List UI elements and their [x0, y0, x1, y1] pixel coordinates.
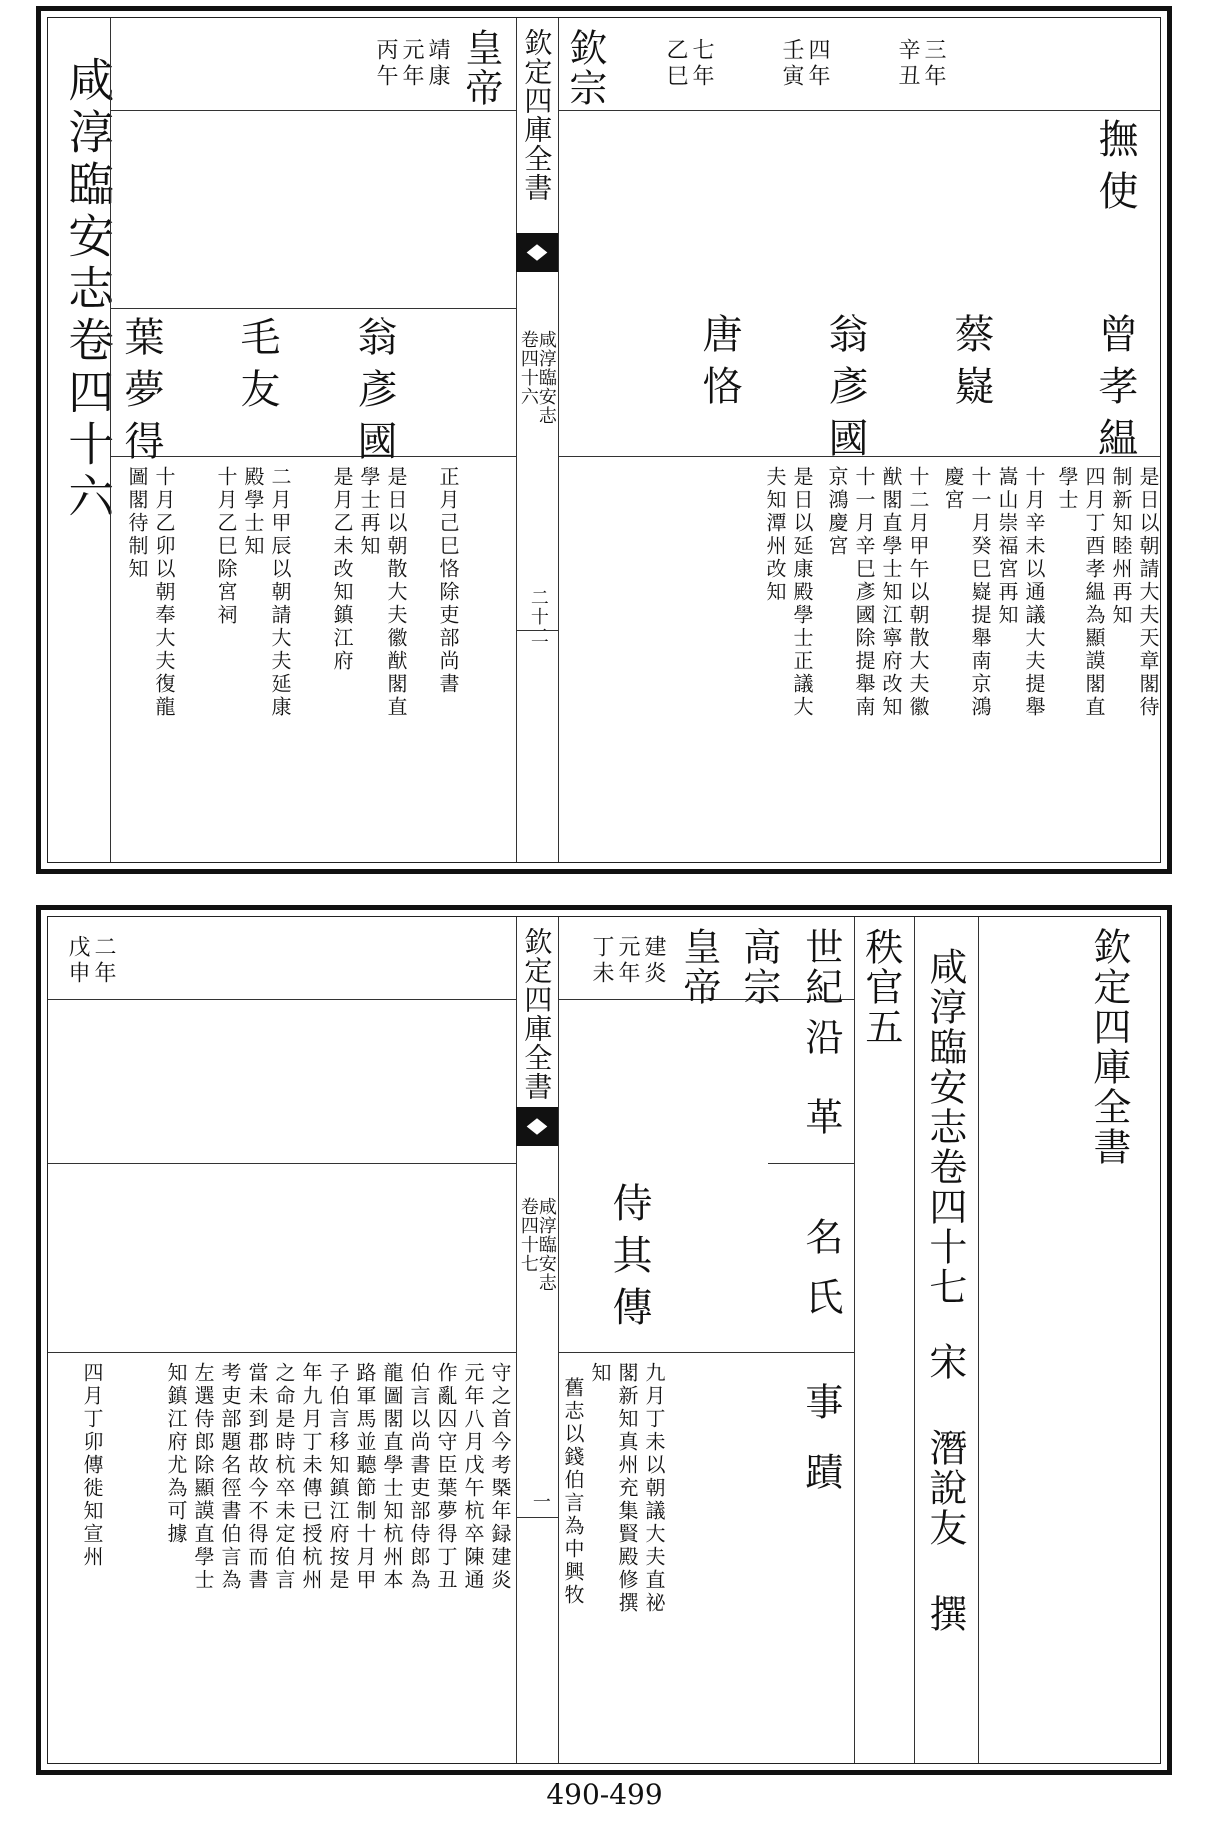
top-right-heading: 欽宗: [562, 28, 607, 108]
top-right-note-2a: 十月辛未以通議大夫提舉: [1022, 466, 1046, 719]
top-right-note-2d: 慶宮: [941, 466, 965, 512]
bottom-text-last: 四月丁卯傳徙知宣州: [80, 1362, 104, 1569]
bottom-emperor-heading: 皇帝: [676, 927, 721, 1007]
bottom-text-line-1: 守之首今考槩年録建炎: [488, 1362, 512, 1592]
bottom-person-note-1: 九月丁未以朝議大夫直祕: [642, 1362, 666, 1615]
top-right-ganzhi-3: 辛丑: [895, 38, 920, 90]
top-right-note-1b: 制新知睦州再知: [1109, 466, 1133, 627]
bottom-center-sub-title: 咸淳臨安志: [535, 1197, 557, 1292]
bottom-yange-1: 沿: [798, 1017, 843, 1057]
top-center-volume: 卷四十六: [517, 330, 539, 406]
top-left-note-1a: 正月己巳恪除吏部尚書: [436, 466, 460, 696]
top-right-note-3c: 十一月辛巳彥國除提舉南: [852, 466, 876, 719]
bottom-center-page-num: 一: [529, 1492, 551, 1511]
bottom-text-line-11: 考吏部題名徑書伯言為: [218, 1362, 242, 1592]
bottom-text-line-2: 元年八月戊午杭卒陳通: [461, 1362, 485, 1592]
top-right-name-4: 唐恪: [696, 313, 742, 417]
top-page-frame: [47, 17, 1161, 863]
top-left-heading: 皇帝: [458, 28, 503, 108]
bottom-text-line-10: 當未到郡故今不得而書: [245, 1362, 269, 1592]
top-right-name-3: 翁彥國: [822, 313, 868, 469]
top-right-year-1: 七年: [689, 38, 714, 90]
top-center-page-num: 二十二: [527, 588, 549, 645]
bottom-page: [36, 905, 1172, 1775]
top-right-note-4a: 是日以延康殿學士正議大: [790, 466, 814, 719]
top-right-note-3b: 猷閣直學士知江寧府改知: [879, 466, 903, 719]
bottom-text-line-6: 路軍馬並聽節制十月甲: [353, 1362, 377, 1592]
bottom-page-frame: [47, 916, 1161, 1764]
bottom-left-ganzhi: 戊申: [65, 935, 90, 987]
bottom-text-line-8: 年九月丁未傳已授杭州: [299, 1362, 323, 1592]
bottom-text-line-7: 子伯言移知鎮江府按是: [326, 1362, 350, 1592]
bottom-mingshi-2: 氏: [798, 1277, 843, 1317]
top-right-name-2: 蔡嶷: [948, 313, 994, 417]
bottom-left-year: 二年: [91, 935, 116, 987]
top-right-year-3: 三年: [921, 38, 946, 90]
bottom-year-name: 建炎: [641, 935, 666, 987]
bottom-dynasty: 世紀: [798, 927, 843, 1007]
bottom-author: 宋 潛說友 撰: [922, 1342, 967, 1634]
top-right-name-1: 曾孝緼: [1092, 313, 1138, 469]
top-left-note-4b: 圖閣待制知: [125, 466, 149, 581]
page-footer-number: 490-499: [546, 1778, 663, 1811]
bottom-yange-2: 革: [798, 1097, 843, 1137]
top-left-note-4a: 十月乙卯以朝奉大夫復龍: [152, 466, 176, 719]
bottom-text-line-9: 之命是時杭卒未定伯言: [272, 1362, 296, 1592]
top-right-note-2b: 嵩山崇福宮再知: [995, 466, 1019, 627]
top-left-name-3: 葉夢得: [118, 316, 164, 472]
top-title-strip: 咸淳臨安志卷四十六: [61, 56, 116, 524]
top-right-ganzhi-1: 乙巳: [663, 38, 688, 90]
top-right-note-1a: 是日以朝請大夫天章閣待: [1136, 466, 1160, 719]
top-left-note-3c: 十月乙巳除宮祠: [214, 466, 238, 627]
bottom-right-book-title: 欽定四庫全書: [1086, 927, 1131, 1167]
top-right-note-1d: 學士: [1055, 466, 1079, 512]
top-right-note-3a: 十二月甲午以朝散大夫徽: [906, 466, 930, 719]
bottom-center-volume: 卷四十七: [517, 1197, 539, 1273]
bottom-shiji-1: 事: [798, 1382, 843, 1422]
bottom-ganzhi: 丁未: [589, 935, 614, 987]
top-left-note-3b: 殿學士知: [241, 466, 265, 558]
bottom-mingshi-1: 名: [798, 1217, 843, 1257]
bottom-center-book-title: 欽定四庫全書: [520, 927, 554, 1101]
top-left-year-name: 靖康: [425, 38, 450, 90]
top-office-title: 撫使: [1092, 118, 1138, 222]
bottom-person-note-4: 舊志以錢伯言為中興牧: [561, 1377, 585, 1607]
bottom-text-line-5: 龍圖閣直學士知杭州本: [380, 1362, 404, 1592]
bottom-year-num: 元年: [615, 935, 640, 987]
bottom-text-line-13: 知鎮江府尤為可據: [164, 1362, 188, 1546]
top-right-note-2c: 十一月癸巳嶷提舉南京鴻: [968, 466, 992, 719]
top-left-note-2a: 是日以朝散大夫徽猷閣直: [384, 466, 408, 719]
bottom-person-note-2: 閣新知真州充集賢殿修撰: [615, 1362, 639, 1615]
top-center-sub-title: 咸淳臨安志: [535, 330, 557, 425]
bottom-volume-title: 咸淳臨安志卷四十七: [922, 947, 967, 1307]
top-center-book-title: 欽定四庫全書: [520, 28, 554, 202]
bottom-text-line-4: 伯言以尚書吏部侍郎為: [407, 1362, 431, 1592]
bottom-person-note-3: 知: [588, 1362, 612, 1385]
bottom-text-line-3: 作亂囚守臣葉夢得丁丑: [434, 1362, 458, 1592]
top-page: [36, 6, 1172, 874]
top-right-ganzhi-2: 壬寅: [779, 38, 804, 90]
top-left-year-num: 元年: [399, 38, 424, 90]
bottom-text-line-12: 左選侍郎除顯謨直學士: [191, 1362, 215, 1592]
top-left-name-1: 翁彥國: [351, 316, 397, 472]
top-right-note-3d: 京鴻慶宮: [825, 466, 849, 558]
top-left-name-2: 毛友: [234, 316, 280, 420]
bottom-section: 秩官五: [858, 927, 903, 1047]
top-left-ganzhi: 丙午: [373, 38, 398, 90]
top-left-note-3a: 二月甲辰以朝請大夫延康: [268, 466, 292, 719]
top-left-note-2c: 是月乙未改知鎮江府: [330, 466, 354, 673]
bottom-person-name: 侍其傳: [606, 1182, 652, 1338]
bottom-shiji-2: 蹟: [798, 1452, 843, 1492]
top-left-note-2b: 學士再知: [357, 466, 381, 558]
bottom-reign: 高宗: [736, 927, 781, 1007]
top-right-note-1c: 四月丁酉孝緼為顯謨閣直: [1082, 466, 1106, 719]
top-right-year-2: 四年: [805, 38, 830, 90]
top-right-note-4b: 夫知潭州改知: [763, 466, 787, 604]
